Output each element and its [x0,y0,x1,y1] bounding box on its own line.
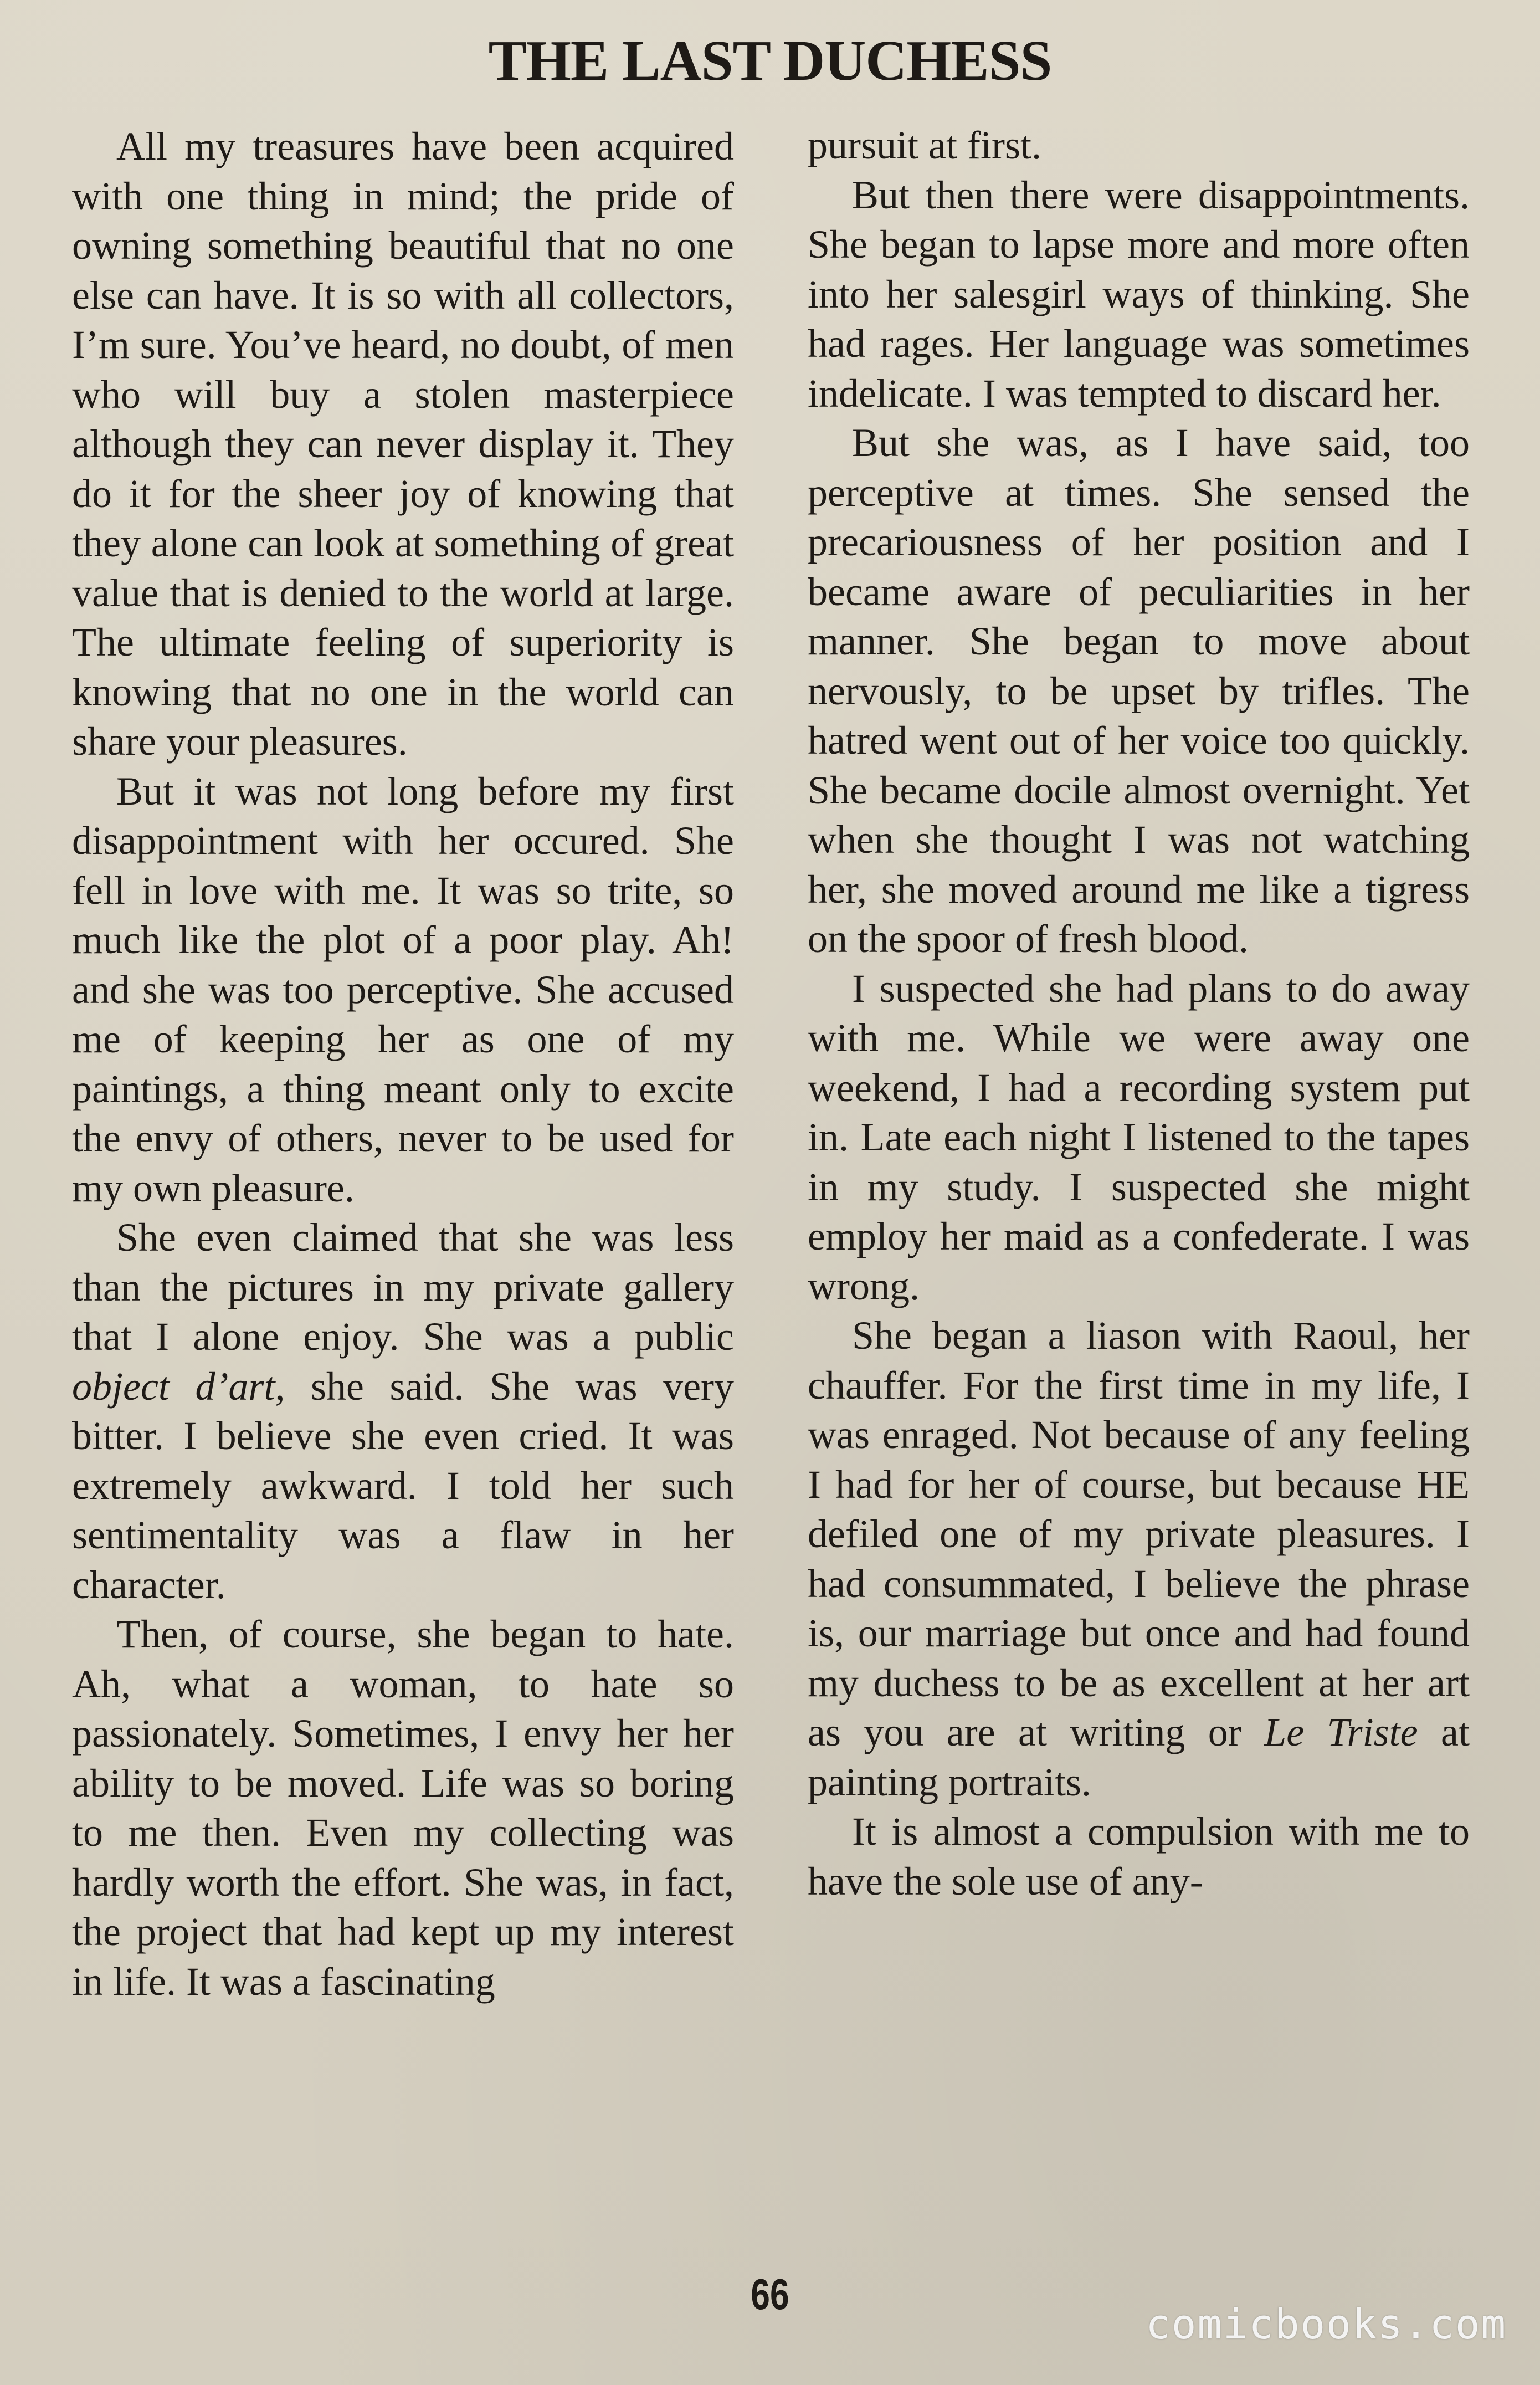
paragraph: But she was, as I have said, too perceptive at times. She sensed the precariousness of her position and I became aware of peculiarities in her manner. She began to move about nervously, to be upset by trifles. The hatred went out of her voice too quickly. She became docile almost overnight. Yet when she thought I was not watching her, she moved around me like a tigress on the spoor of fresh blood. [808,421,1470,961]
paragraph: But then there were disappointments. She began to lapse more and more often into her salesgirl ways of thinking. She had rages. Her language was sometimes indelicate. I was tempted to discard her. [808,172,1470,416]
paragraph: All my treasures have been acquired with one thing in mind; the pride of owning something beautiful that no one else can have. It is so with all collectors, I’m sure. You’ve heard, no doubt, of men who will buy a stolen masterpiece although they can never display it. They do it for the sheer joy of knowing that they alone can look at something of great value that is denied to the world at large. The ultimate feeling of superiority is knowing that no one in the world can share your pleasures. [72,124,734,764]
paragraph: Then, of course, she began to hate. Ah, what a woman, to hate so passionately. Sometimes, I envy her her ability to be moved. Life was so boring to me then. Even my collecting was hardly worth the effort. She was, in fact, the project that had kept up my interest in life. It was a fascinating [72,1612,734,2004]
text-run: , she said. She was very bitter. I believe she even cried. It was extremely awkward. I told her such sentimentality was a flaw in her character. [72,1364,734,1607]
page-title: THE LAST DUCHESS [488,29,1052,93]
paragraph [808,1311,1470,1807]
text-run: at painting portraits. [808,1710,1470,1804]
text-run: She even claimed that she was less than the pictures in my private gallery that I alone enjoy. She was a public [72,1215,734,1359]
paragraph: I suspected she had plans to do away with me. While we were away one weekend, I had a recording system put in. Late each night I listened to the tapes in my study. I suspected she might employ her maid as a confederate. I was wrong. [808,966,1470,1308]
left-text-column [72,122,734,2272]
watermark: comicbooks.com [1146,2301,1507,2348]
italic-phrase: object d’art [72,1364,275,1409]
page-number: 66 [751,2270,789,2319]
right-text-column [808,121,1470,2271]
paragraph-continued: pursuit at first. [808,123,1041,167]
paragraph [72,1213,734,1610]
paragraph: But it was not long before my first disappointment with her occured. She fell in love with me. It was so trite, so much like the plot of a poor play. Ah! and she was too perceptive. She accused me of keeping her as one of my paintings, a thing meant only to excite the envy of others, never to be used for my own pleasure. [72,769,734,1210]
italic-phrase: Le Triste [1264,1710,1418,1754]
text-run: She began a liason with Raoul, her chauffer. For the first time in my life, I was enraged. Not because of any feeling I had for her of course, but because HE defiled one of my private pleasures. I had consummated, I believe the phrase is, our marriage but once and had found my duchess to be as excellent at her art as you are at writing or [808,1313,1470,1754]
paragraph: It is almost a compulsion with me to have the sole use of any- [808,1809,1470,1903]
